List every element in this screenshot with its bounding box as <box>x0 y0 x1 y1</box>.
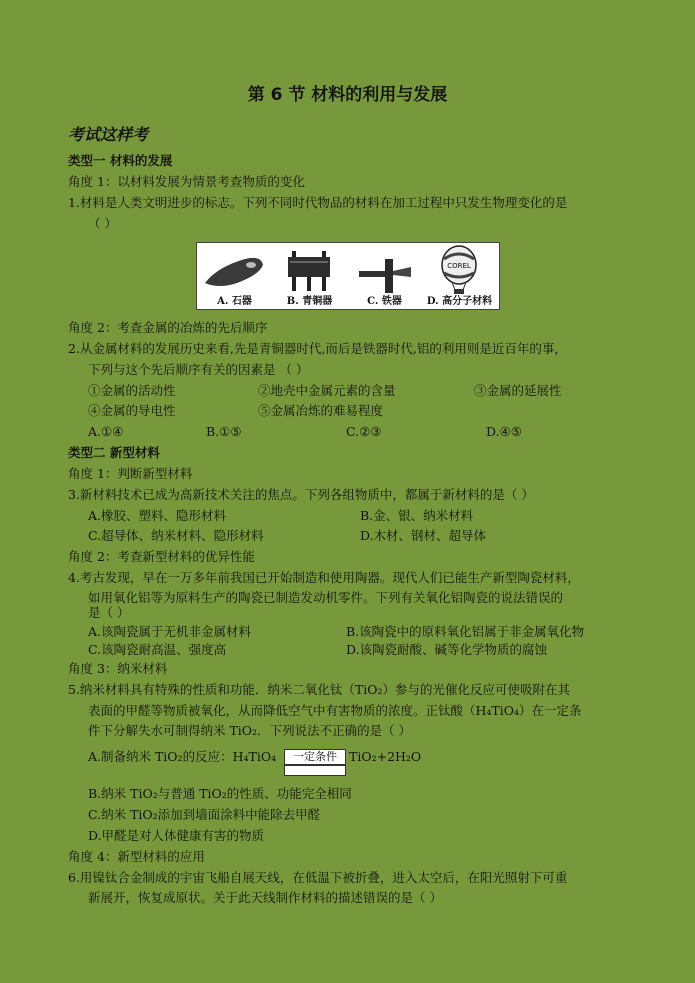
q6-line2: 新展开，恢复成原状。关于此天线制作材料的描述错误的是（ ） <box>88 890 442 905</box>
q5-option-a-prefix: A.制备纳米 TiO₂的反应：H₄TiO₄ <box>88 749 277 764</box>
reaction-condition-box <box>284 749 344 775</box>
q3-line1: 3.新材料技术已成为高新技术关注的焦点。下列各组物质中，都属于新材料的是（ ） <box>68 487 534 502</box>
q4-line1: 4.考古发现，早在一万多年前我国已开始制造和使用陶器。现代人们已能生产新型陶瓷材料， <box>68 570 580 585</box>
q4-option-b: B.该陶瓷中的原料氧化铝属于非金属氧化物 <box>346 624 585 639</box>
q5-line3: 件下分解失水可制得纳米 TiO₂．下列说法不正确的是（ ） <box>88 723 412 738</box>
type2-angle2: 角度 2：考查新型材料的优异性能 <box>68 549 255 564</box>
fig-caption-c: C. 铁器 <box>367 296 402 307</box>
bronze-ding-icon <box>272 245 347 295</box>
q1-line1: 1.材料是人类文明进步的标志。下列不同时代物品的材料在加工过程中只发生物理变化的是 <box>68 195 568 210</box>
section-heading: 考试这样考 <box>68 125 149 144</box>
q6-line1: 6.用镍钛合金制成的宇宙飞船自展天线，在低温下被折叠，进入太空后，在阳光照射下可重 <box>68 870 568 885</box>
fig-caption-b: B. 青铜器 <box>286 296 333 307</box>
q3-option-a: A.橡胶、塑料、隐形材料 <box>88 508 227 523</box>
q5-option-d: D.甲醛是对人体健康有害的物质 <box>88 828 265 843</box>
fig-caption-a: A. 石器 <box>217 296 252 307</box>
q3-option-c: C.超导体、纳米材料、隐形材料 <box>88 528 264 543</box>
stone-tool-icon <box>197 245 272 295</box>
q4-option-a: A.该陶瓷属于无机非金属材料 <box>88 624 252 639</box>
q2-fact-5: ⑤金属冶炼的难易程度 <box>258 403 384 418</box>
hot-air-balloon-icon <box>422 245 497 295</box>
q4-line3: 是（ ） <box>88 605 130 620</box>
q2-option-c: C.②③ <box>346 424 382 439</box>
q3-option-b: B.金、银、纳米材料 <box>360 508 474 523</box>
fig-polymer-material <box>422 243 497 309</box>
q2-fact-2: ②地壳中金属元素的含量 <box>258 383 396 398</box>
fig-stone-tool <box>197 243 272 309</box>
fig-caption-d: D. 高分子材料 <box>426 296 493 307</box>
type2-angle1: 角度 1：判断新型材料 <box>68 466 193 481</box>
q2-line2: 下列与这个先后顺序有关的因素是 （ ） <box>88 362 309 377</box>
q3-option-d: D.木材、钢材、超导体 <box>360 528 487 543</box>
q2-line1: 2.从金属材料的发展历史来看,先是青铜器时代,而后是铁器时代,铝的利用则是近百年的事， <box>68 341 567 356</box>
q4-option-d: D.该陶瓷耐酸、碱等化学物质的腐蚀 <box>346 642 548 657</box>
q1-figure-strip <box>196 242 500 310</box>
fig-bronze-ware <box>272 243 347 309</box>
reaction-arrow-line <box>284 765 346 776</box>
fig-iron-ware <box>347 243 422 309</box>
type1-angle2: 角度 2：考查金属的冶炼的先后顺序 <box>68 320 268 335</box>
q2-option-d: D.④⑤ <box>486 424 522 439</box>
type2-heading: 类型二 新型材料 <box>68 445 160 460</box>
type2-angle3: 角度 3：纳米材料 <box>68 661 168 676</box>
q5-line2: 表面的甲醛等物质被氧化，从而降低空气中有害物质的浓度。正钛酸（H₄TiO₄）在一定条 <box>88 703 582 718</box>
balloon-text: COREL <box>447 262 471 270</box>
q2-fact-3: ③金属的延展性 <box>474 383 562 398</box>
q4-option-c: C.该陶瓷耐高温、强度高 <box>88 642 227 657</box>
type1-angle1: 角度 1：以材料发展为情景考查物质的变化 <box>68 174 305 189</box>
q4-line2: 如用氧化铝等为原料生产的陶瓷已制造发动机零件。下列有关氧化铝陶瓷的说法错误的 <box>88 590 564 605</box>
q2-fact-4: ④金属的导电性 <box>88 403 176 418</box>
q5-line1: 5.纳米材料具有特殊的性质和功能．纳米二氧化钛（TiO₂）参与的光催化反应可使吸附在其 <box>68 682 571 697</box>
q5-option-c: C.纳米 TiO₂添加到墙面涂料中能除去甲醛 <box>88 807 321 822</box>
q5-option-b: B.纳米 TiO₂与普通 TiO₂的性质、功能完全相同 <box>88 786 352 801</box>
type2-angle4: 角度 4：新型材料的应用 <box>68 849 205 864</box>
q2-option-a: A.①④ <box>88 424 124 439</box>
q2-option-b: B.①⑤ <box>206 424 242 439</box>
q2-fact-1: ①金属的活动性 <box>88 383 176 398</box>
type1-heading: 类型一 材料的发展 <box>68 153 173 168</box>
q1-line2: （ ） <box>88 216 117 231</box>
q5-option-a-suffix: TiO₂+2H₂O <box>349 749 422 764</box>
page-title: 第 6 节 材料的利用与发展 <box>247 85 448 105</box>
iron-tool-icon <box>347 245 422 295</box>
reaction-condition-label: 一定条件 <box>284 749 346 765</box>
